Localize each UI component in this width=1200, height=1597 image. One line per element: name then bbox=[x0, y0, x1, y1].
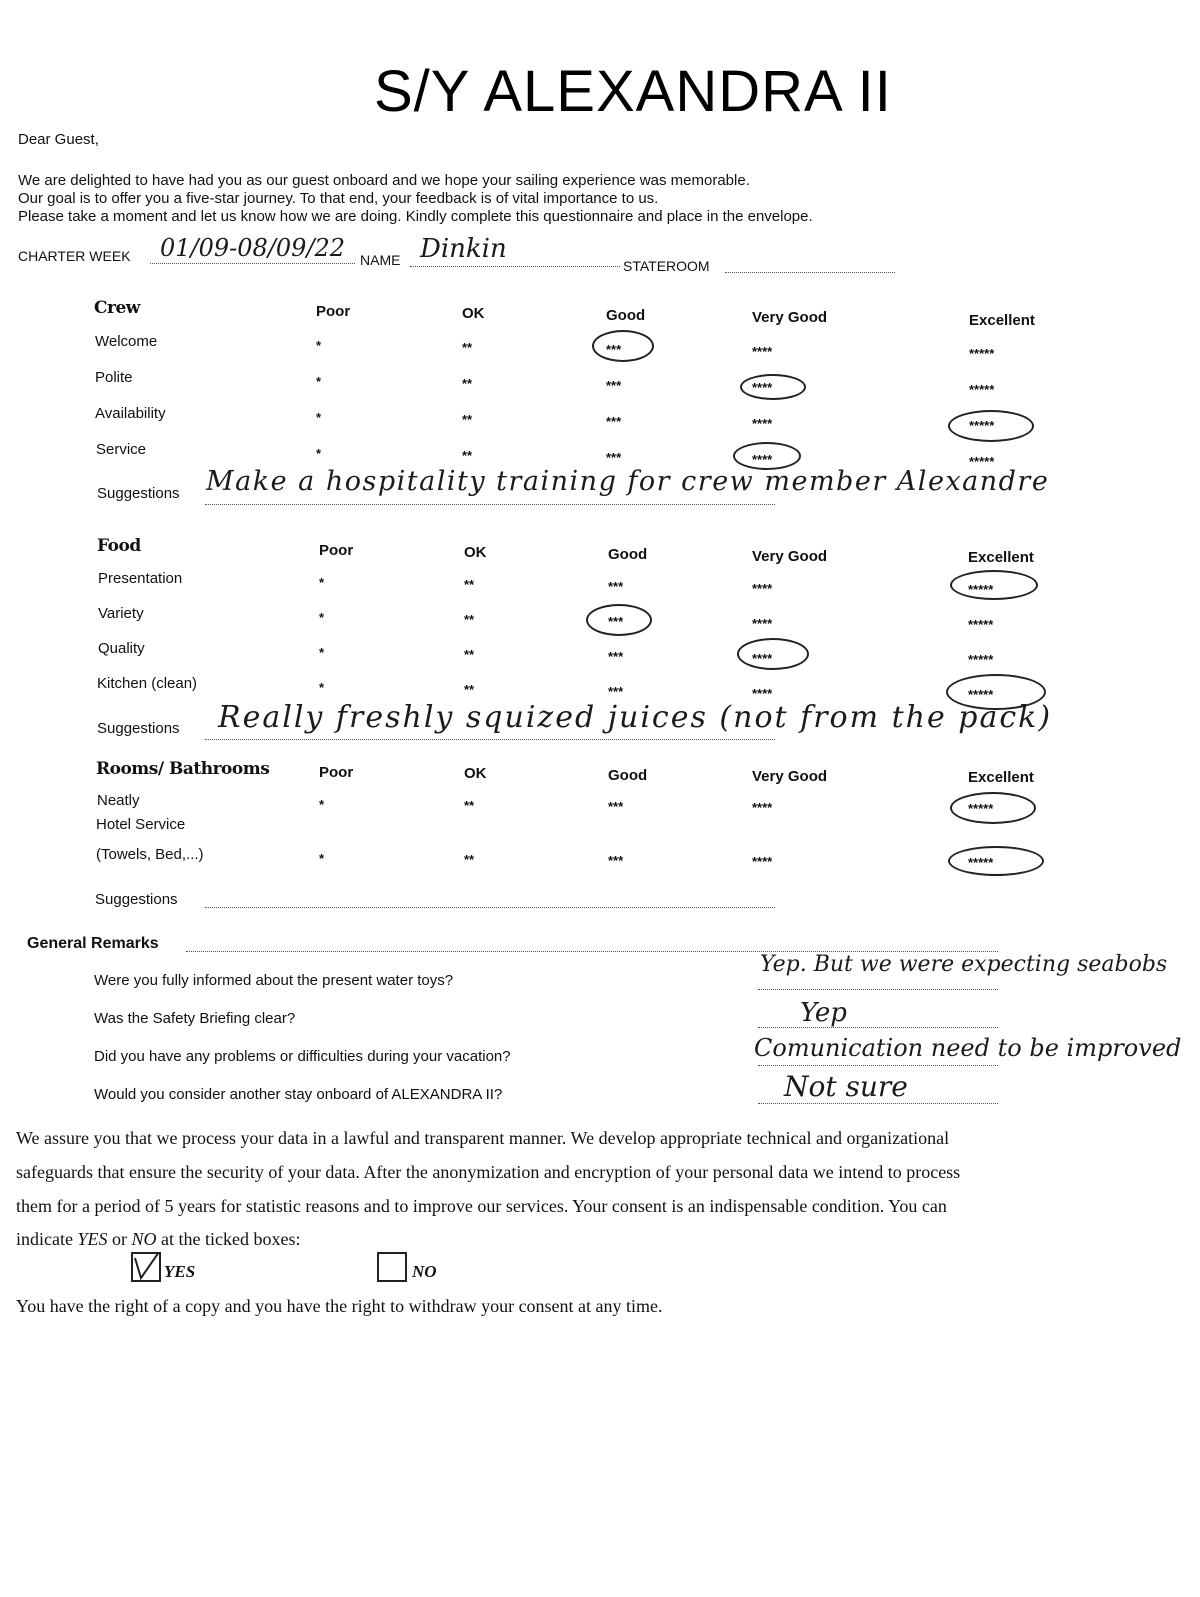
rating-star-1[interactable]: * bbox=[316, 374, 322, 389]
rating-star-1[interactable]: * bbox=[316, 446, 322, 461]
charter-week-value[interactable]: 01/09-08/09/22 bbox=[160, 234, 346, 262]
form-title: S/Y ALEXANDRA II bbox=[374, 59, 892, 124]
header-excellent: Excellent bbox=[968, 769, 1034, 786]
row-label-presentation: Presentation bbox=[98, 570, 183, 587]
rating-star-4[interactable]: **** bbox=[752, 581, 773, 596]
rating-star-2[interactable]: ** bbox=[462, 412, 473, 427]
rating-star-5[interactable]: ***** bbox=[969, 418, 995, 433]
rating-star-2[interactable]: ** bbox=[462, 376, 473, 391]
rating-star-3[interactable]: *** bbox=[606, 378, 622, 393]
section-title-rooms: Rooms/ Bathrooms bbox=[96, 759, 270, 779]
consent-line-3: them for a period of 5 years for statistic reasons and to improve our services. Your consent is an indispensable condition. You can bbox=[16, 1196, 947, 1216]
consent-indicate-text: indicate bbox=[16, 1229, 78, 1249]
rating-star-1[interactable]: * bbox=[316, 338, 322, 353]
consent-yes-checkbox[interactable] bbox=[131, 1252, 161, 1282]
rating-star-5[interactable]: ***** bbox=[968, 617, 994, 632]
rating-star-4[interactable]: **** bbox=[752, 416, 773, 431]
rating-star-3[interactable]: *** bbox=[608, 684, 624, 699]
rating-star-2[interactable]: ** bbox=[462, 340, 473, 355]
consent-no-italic: NO bbox=[131, 1229, 157, 1249]
intro-line-3: Please take a moment and let us know how we are doing. Kindly complete this questionnaire and place in the envelope. bbox=[18, 208, 813, 225]
header-good: Good bbox=[608, 546, 648, 563]
rating-star-3[interactable]: *** bbox=[608, 853, 624, 868]
rating-star-4[interactable]: **** bbox=[752, 344, 773, 359]
general-remarks-label: General Remarks bbox=[27, 935, 159, 952]
consent-or-text: or bbox=[107, 1229, 132, 1249]
stateroom-label: STATEROOM bbox=[623, 258, 710, 274]
consent-line-1: We assure you that we process your data in a lawful and transparent manner. We develop appropriate technical and organizational bbox=[16, 1128, 950, 1148]
selection-circle-quality bbox=[737, 638, 809, 670]
selection-circle-polite bbox=[740, 374, 806, 400]
consent-yes-label: YES bbox=[164, 1262, 196, 1281]
row-label-availability: Availability bbox=[95, 405, 166, 422]
consent-yes-italic: YES bbox=[77, 1229, 108, 1249]
consent-line-4 bbox=[16, 1229, 300, 1250]
rating-star-2[interactable]: ** bbox=[464, 682, 475, 697]
selection-circle-towels-bed bbox=[948, 846, 1044, 876]
name-label: NAME bbox=[360, 252, 401, 268]
charter-week-label: CHARTER WEEK bbox=[18, 248, 131, 264]
row-label-towels-bed: (Towels, Bed,...) bbox=[96, 846, 204, 863]
question-water-toys: Were you fully informed about the present water toys? bbox=[94, 972, 454, 989]
suggestions-label-food: Suggestions bbox=[97, 720, 180, 737]
question-another-stay: Would you consider another stay onboard of ALEXANDRA II? bbox=[94, 1086, 503, 1103]
rating-star-1[interactable]: * bbox=[316, 410, 322, 425]
row-label-variety: Variety bbox=[98, 605, 144, 622]
rating-star-4[interactable]: **** bbox=[752, 686, 773, 701]
suggestions-line-food bbox=[205, 739, 775, 740]
rating-star-2[interactable]: ** bbox=[464, 852, 475, 867]
intro-line-2: Our goal is to offer you a five-star journey. To that end, your feedback is of vital importance to us. bbox=[18, 190, 659, 207]
header-excellent: Excellent bbox=[968, 549, 1034, 566]
name-line bbox=[410, 266, 620, 267]
row-label-service: Service bbox=[96, 441, 147, 458]
rating-star-5[interactable]: ***** bbox=[968, 687, 994, 702]
selection-circle-presentation bbox=[950, 570, 1038, 600]
row-label-quality: Quality bbox=[98, 640, 145, 657]
selection-circle-welcome bbox=[592, 330, 654, 362]
rating-star-5[interactable]: ***** bbox=[969, 346, 995, 361]
header-very-good: Very Good bbox=[752, 768, 828, 785]
consent-no-label: NO bbox=[412, 1262, 437, 1281]
rating-star-2[interactable]: ** bbox=[462, 448, 473, 463]
header-poor: Poor bbox=[316, 303, 351, 320]
answer-safety-briefing[interactable]: Yep bbox=[800, 998, 847, 1028]
header-poor: Poor bbox=[319, 764, 354, 781]
rating-star-2[interactable]: ** bbox=[464, 798, 475, 813]
header-poor: Poor bbox=[319, 542, 354, 559]
rating-star-3[interactable]: *** bbox=[606, 342, 622, 357]
rating-star-1[interactable]: * bbox=[319, 797, 325, 812]
suggestions-line-crew bbox=[205, 504, 775, 505]
header-excellent: Excellent bbox=[969, 312, 1035, 329]
rating-star-5[interactable]: ***** bbox=[969, 454, 995, 469]
consent-ticked-text: at the ticked boxes: bbox=[156, 1229, 301, 1249]
rating-star-3[interactable]: *** bbox=[606, 414, 622, 429]
row-label-welcome: Welcome bbox=[95, 333, 158, 350]
stateroom-line[interactable] bbox=[725, 272, 895, 273]
consent-footer: You have the right of a copy and you have the right to withdraw your consent at any time. bbox=[16, 1296, 663, 1316]
suggestions-line-rooms[interactable] bbox=[205, 907, 775, 908]
header-ok: OK bbox=[464, 544, 487, 561]
selection-circle-availability bbox=[948, 410, 1034, 442]
rating-star-5[interactable]: ***** bbox=[968, 801, 994, 816]
rating-star-1[interactable]: * bbox=[319, 680, 325, 695]
question-safety-briefing: Was the Safety Briefing clear? bbox=[94, 1010, 296, 1027]
check-mark-icon bbox=[133, 1254, 159, 1280]
suggestions-label-rooms: Suggestions bbox=[95, 891, 178, 908]
suggestion-food[interactable]: Really freshly squized juices (not from the pack) bbox=[218, 700, 1053, 735]
question-problems: Did you have any problems or difficulties during your vacation? bbox=[94, 1048, 511, 1065]
answer-line-problems bbox=[758, 1065, 998, 1066]
rating-star-3[interactable]: *** bbox=[606, 450, 622, 465]
suggestions-label-crew: Suggestions bbox=[97, 485, 180, 502]
row-label-polite: Polite bbox=[95, 369, 133, 386]
answer-water-toys[interactable]: Yep. But we were expecting seabobs bbox=[760, 952, 1168, 977]
consent-line-2: safeguards that ensure the security of your data. After the anonymization and encryption of your personal data we intend to process bbox=[16, 1162, 961, 1182]
header-ok: OK bbox=[462, 305, 485, 322]
rating-star-4[interactable]: **** bbox=[752, 800, 773, 815]
row-label-neatly: Neatly bbox=[97, 792, 140, 809]
selection-circle-variety bbox=[586, 604, 652, 636]
row-label-kitchen: Kitchen (clean) bbox=[97, 675, 198, 692]
rating-star-5[interactable]: ***** bbox=[969, 382, 995, 397]
section-title-crew: Crew bbox=[94, 298, 140, 318]
rating-star-3[interactable]: *** bbox=[608, 799, 624, 814]
rating-star-1[interactable]: * bbox=[319, 851, 325, 866]
intro-line-1: We are delighted to have had you as our guest onboard and we hope your sailing experience was memorable. bbox=[18, 172, 750, 189]
row-label-hotel-service: Hotel Service bbox=[96, 816, 186, 833]
rating-star-3[interactable]: *** bbox=[608, 649, 624, 664]
header-good: Good bbox=[606, 307, 646, 324]
answer-another-stay[interactable]: Not sure bbox=[784, 1070, 908, 1103]
selection-circle-neatly bbox=[950, 792, 1036, 824]
rating-star-4[interactable]: **** bbox=[752, 854, 773, 869]
suggestion-crew[interactable]: Make a hospitality training for crew member Alexandre bbox=[206, 466, 1050, 497]
rating-star-4[interactable]: **** bbox=[752, 380, 773, 395]
rating-star-4[interactable]: **** bbox=[752, 651, 773, 666]
name-value[interactable]: Dinkin bbox=[420, 234, 507, 264]
header-ok: OK bbox=[464, 765, 487, 782]
answer-line-another-stay bbox=[758, 1103, 998, 1104]
rating-star-4[interactable]: **** bbox=[752, 616, 773, 631]
answer-line-safety-briefing bbox=[758, 1027, 998, 1028]
answer-problems[interactable]: Comunication need to be improved bbox=[754, 1034, 1182, 1062]
header-very-good: Very Good bbox=[752, 548, 828, 565]
rating-star-2[interactable]: ** bbox=[464, 647, 475, 662]
rating-star-1[interactable]: * bbox=[319, 575, 325, 590]
rating-star-4[interactable]: **** bbox=[752, 452, 773, 467]
rating-star-2[interactable]: ** bbox=[464, 612, 475, 627]
rating-star-5[interactable]: ***** bbox=[968, 582, 994, 597]
header-good: Good bbox=[608, 767, 648, 784]
rating-star-1[interactable]: * bbox=[319, 645, 325, 660]
rating-star-2[interactable]: ** bbox=[464, 577, 475, 592]
answer-line-water-toys bbox=[758, 989, 998, 990]
rating-star-3[interactable]: *** bbox=[608, 579, 624, 594]
rating-star-3[interactable]: *** bbox=[608, 614, 624, 629]
rating-star-1[interactable]: * bbox=[319, 610, 325, 625]
greeting: Dear Guest, bbox=[18, 131, 99, 148]
rating-star-5[interactable]: ***** bbox=[968, 652, 994, 667]
consent-no-checkbox[interactable] bbox=[377, 1252, 407, 1282]
rating-star-5[interactable]: ***** bbox=[968, 855, 994, 870]
section-title-food: Food bbox=[97, 536, 141, 556]
header-very-good: Very Good bbox=[752, 309, 828, 326]
charter-week-line bbox=[150, 263, 355, 264]
